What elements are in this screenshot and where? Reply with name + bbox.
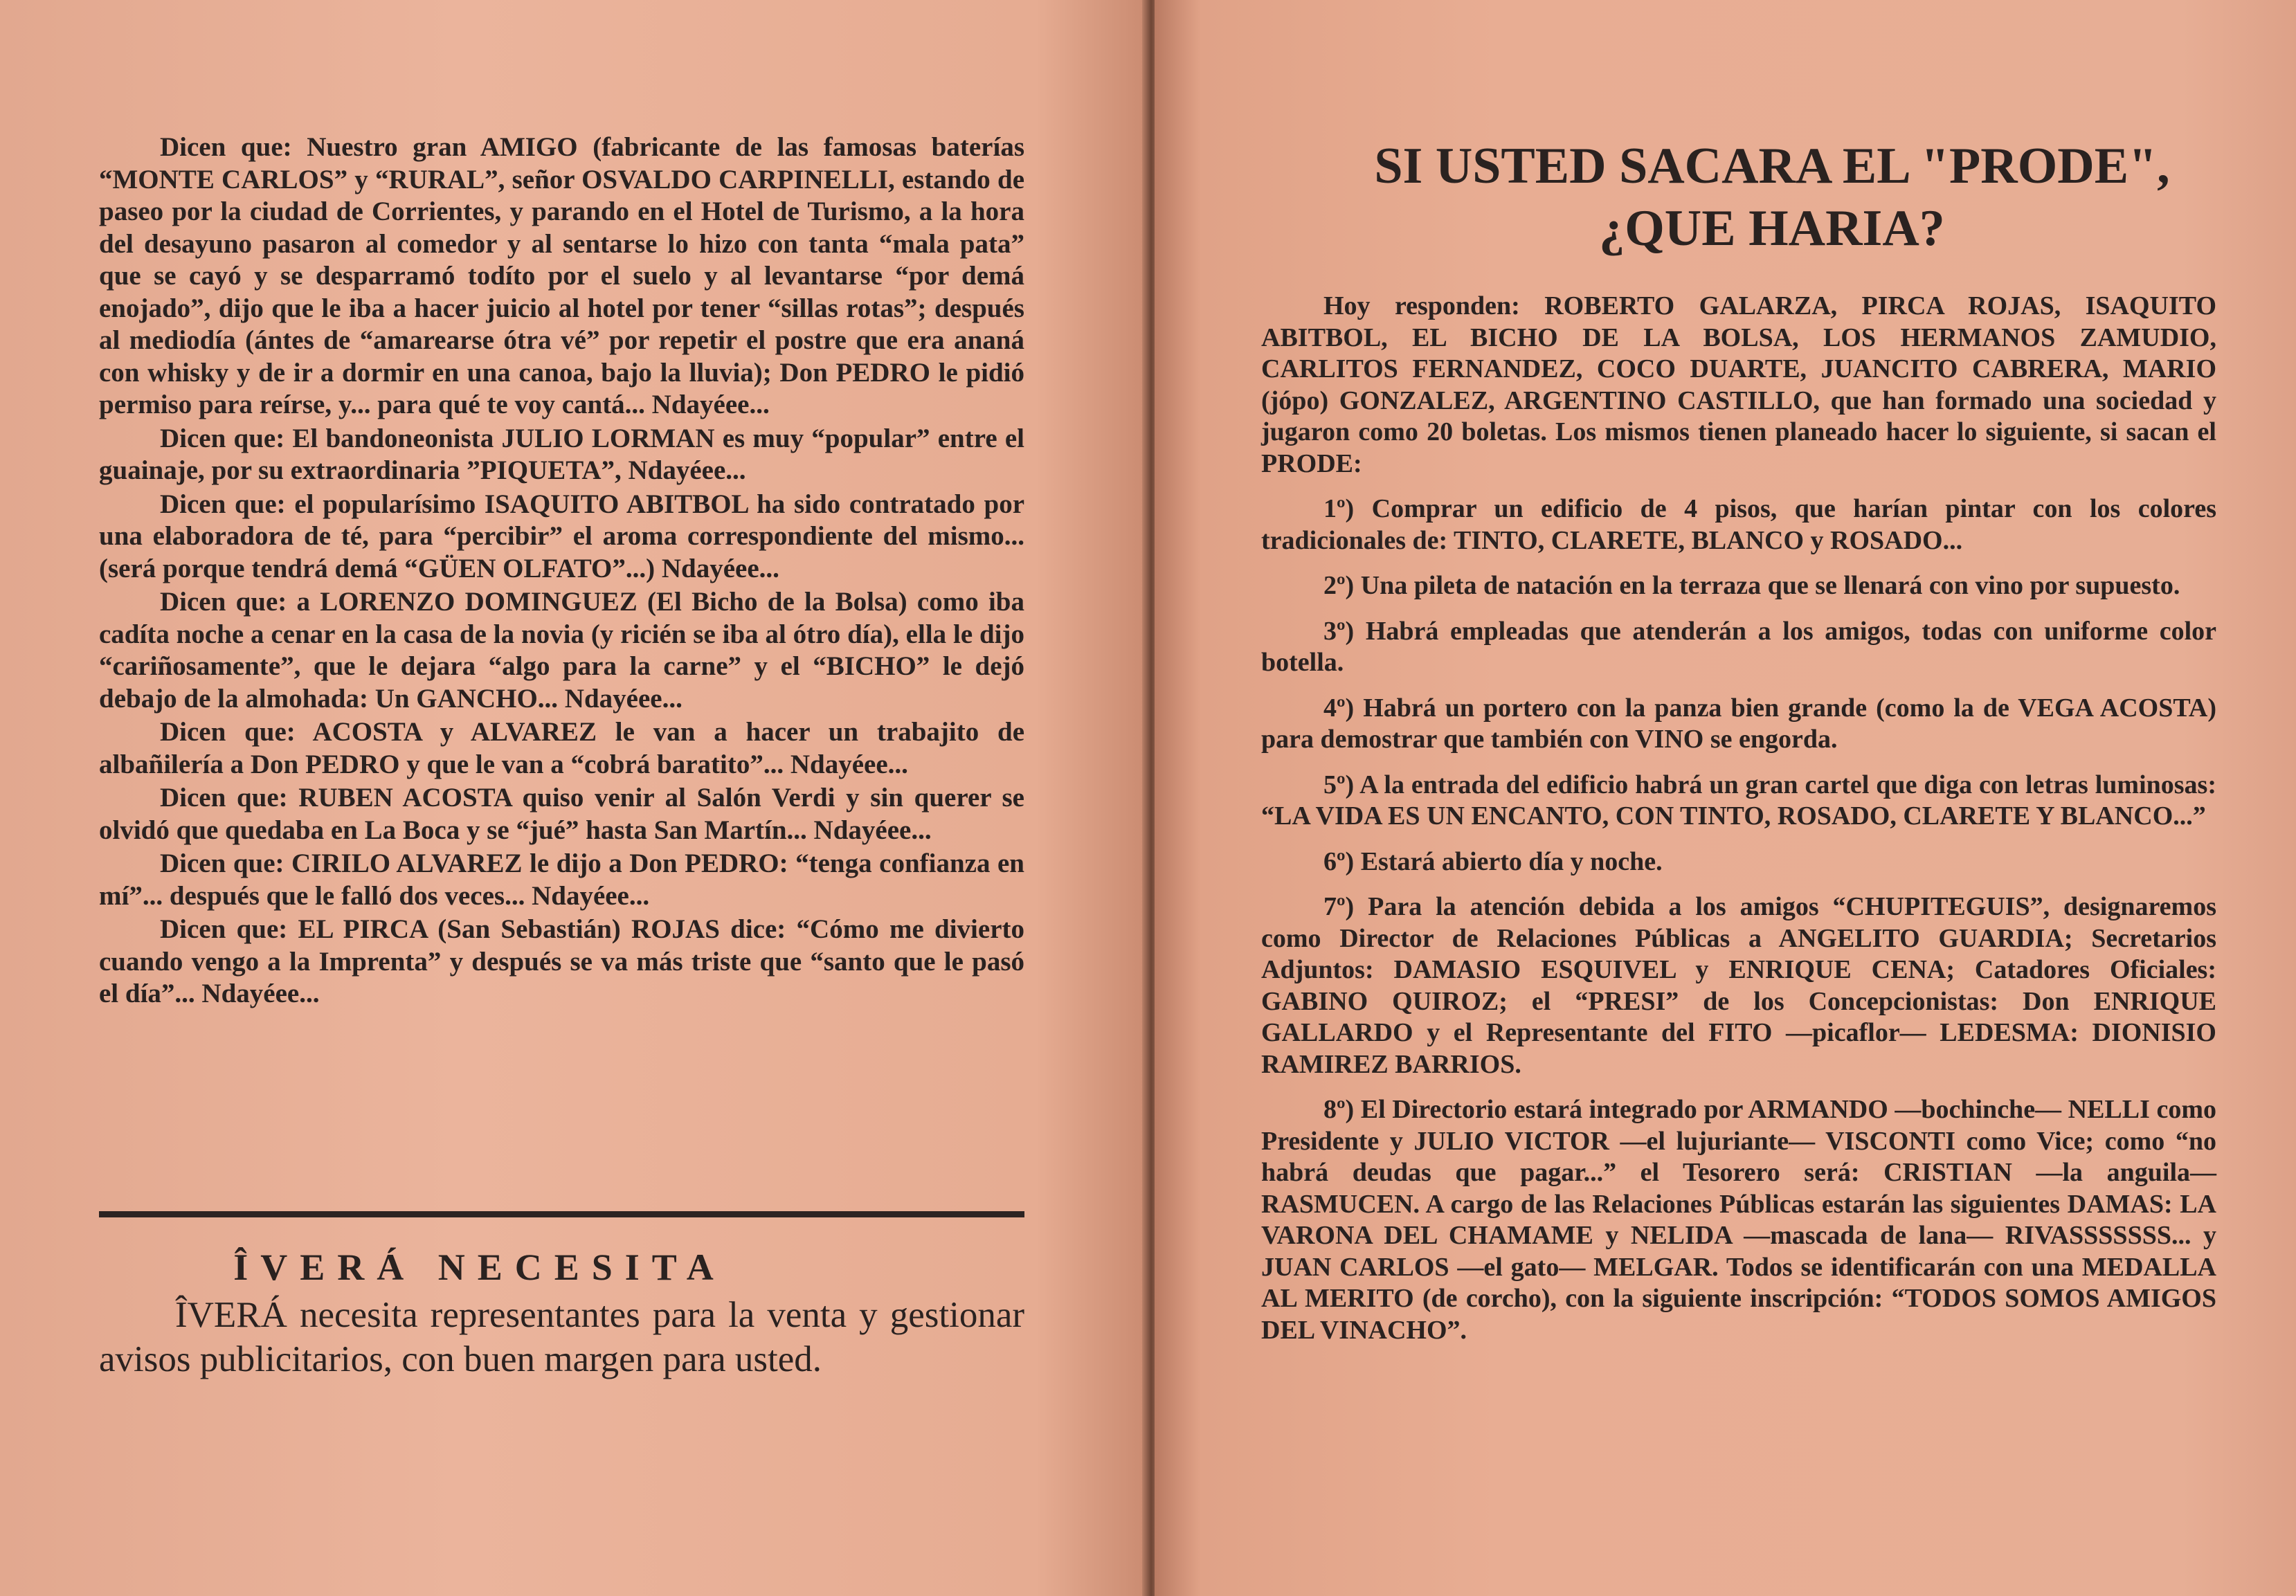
gossip-item: Dicen que: RUBEN ACOSTA quiso venir al Salón Verdi y sin querer se olvidó que quedaba en La Boca y se “jué” hasta San Martín... Ndayéee... xyxy=(99,783,1024,845)
title-line: SI USTED SACARA EL "PRODE", xyxy=(1374,138,2170,194)
gossip-item: Dicen que: Nuestro gran AMIGO (fabricante de las famosas baterías “MONTE CARLOS” y “RURAL”, señor OSVALDO CARPINELLI, estando de paseo por la ciudad de Corrientes, y parando en el Hotel de Turismo, a la hora del desayuno pasaron al comedor y al sentarse lo hizo con tanta “mala pata” que se cayó y se desparramó todíto por el suelo y al levantarse “por demá enojado”, dijo que le iba a hacer juicio al hotel por tener “sillas rotas”; después al mediodía (ántes de “amarearse ótra vé” por repetir el postre que era ananá con whisky y de ir a dormir en una canoa, bajo la lluvia); Don PEDRO le pidió permiso para reírse, y... para qué te voy cantá... Ndayéee... xyxy=(99,132,1024,419)
ad-title: ÎVERÁ NECESITA xyxy=(233,1246,726,1288)
article-paragraph: 7º) Para la atención debida a los amigos “CHUPITEGUIS”, designaremos como Director de Relaciones Públicas a ANGELITO GUARDIA; Secretarios Adjuntos: DAMASIO ESQUIVEL y ENRIQUE CENA; Catadores Oficiales: GABINO QUIROZ; el “PRESI” de los Concepcionistas: Don ENRIQUE GALLARDO y el Representante del FITO —picaflor— LEDESMA: DIONISIO RAMIREZ BARRIOS. xyxy=(1261,892,2216,1079)
article-paragraph: 2º) Una pileta de natación en la terraza que se llenará con vino por supuesto. xyxy=(1323,571,2180,600)
gossip-item: Dicen que: el popularísimo ISAQUITO ABITBOL ha sido contratado por una elaboradora de té, para “percibir” el aroma correspondiente del mismo... (será porque tendrá demá “GÜEN OLFATO”...) Ndayéee... xyxy=(99,489,1024,583)
article-paragraph: 1º) Comprar un edificio de 4 pisos, que harían pintar con los colores tradicionales de: TINTO, CLARETE, BLANCO y ROSADO... xyxy=(1261,494,2216,555)
divider-rule xyxy=(99,1211,1024,1217)
article-paragraph: 6º) Estará abierto día y noche. xyxy=(1323,846,1663,876)
article-paragraph: 8º) El Directorio estará integrado por ARMANDO —bochinche— NELLI como Presidente y JULIO VICTOR —el lujuriante— VISCONTI como Vice; como “no habrá deudas que pagar...” el Tesorero será: CRISTIAN —la anguila— RASMUCEN. A cargo de las Relaciones Públicas estarán las siguientes DAMAS: LA VARONA DEL CHAMAME y NELIDA —mascada de lana— RIVASSSSSSS... y JUAN CARLOS —el gato— MELGAR. Todos se identificarán con una MEDALLA AL MERITO (de corcho), con la siguiente inscripción: “TODOS SOMOS AMIGOS DEL VINACHO”. xyxy=(1261,1095,2216,1345)
article-paragraph: 4º) Habrá un portero con la panza bien grande (como la de VEGA ACOSTA) para demostrar que también con VINO se engorda. xyxy=(1261,693,2216,754)
article-body xyxy=(1261,291,2216,1360)
article-paragraph: 5º) A la entrada del edificio habrá un gran cartel que diga con letras luminosas: “LA VIDA ES UN ENCANTO, CON TINTO, ROSADO, CLARETE Y BLANCO...” xyxy=(1261,770,2216,831)
title-line: ¿QUE HARIA? xyxy=(1599,200,1945,257)
gossip-item: Dicen que: El bandoneonista JULIO LORMAN es muy “popular” entre el guainaje, por su extraordinaria ”PIQUETA”, Ndayéee... xyxy=(99,423,1024,485)
ad-body: ÎVERÁ necesita representantes para la venta y gestionar avisos publicitarios, con buen margen para usted. xyxy=(99,1295,1024,1379)
gossip-item: Dicen que: ACOSTA y ALVAREZ le van a hacer un trabajito de albañilería a Don PEDRO y que le van a “cobrá baratito”... Ndayéee... xyxy=(99,717,1024,779)
gossip-item: Dicen que: CIRILO ALVAREZ le dijo a Don PEDRO: “tenga confianza en mí”... después que le falló dos veces... Ndayéee... xyxy=(99,849,1024,911)
gossip-column xyxy=(99,132,1024,1012)
gossip-item: Dicen que: EL PIRCA (San Sebastián) ROJAS dice: “Cómo me divierto cuando vengo a la Imprenta” y después se va más triste que “santo que le pasó el día”... Ndayéee... xyxy=(99,914,1024,1008)
article-paragraph: 3º) Habrá empleadas que atenderán a los amigos, todas con uniforme color botella. xyxy=(1261,616,2216,677)
article-paragraph: Hoy responden: ROBERTO GALARZA, PIRCA ROJAS, ISAQUITO ABITBOL, EL BICHO DE LA BOLSA, LOS HERMANOS ZAMUDIO, CARLITOS FERNANDEZ, COCO DUARTE, JUANCITO CABRERA, MARIO (jópo) GONZALEZ, ARGENTINO CASTILLO, que han formado una sociedad y jugaron como 20 boletas. Los mismos tienen planeado hacer lo siguiente, si sacan el PRODE: xyxy=(1261,291,2216,478)
gossip-item: Dicen que: a LORENZO DOMINGUEZ (El Bicho de la Bolsa) como iba cadíta noche a cenar en la casa de la novia (y ricién se iba al ótro día), ella le dijo “cariñosamente”, que le dejara “algo para la carne” y el “BICHO” le dejó debajo de la almohada: Un GANCHO... Ndayéee... xyxy=(99,587,1024,714)
article-title xyxy=(1301,135,2243,260)
